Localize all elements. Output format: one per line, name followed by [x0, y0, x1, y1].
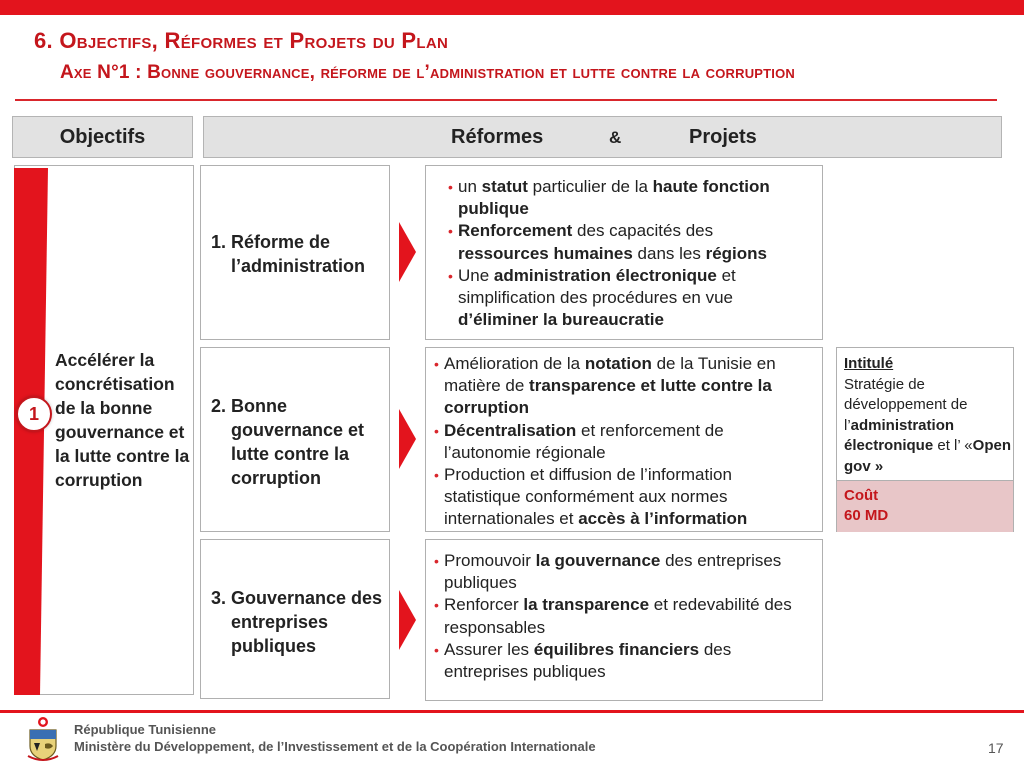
arrow-icon [399, 590, 416, 650]
projects-list [434, 353, 806, 531]
column-header-objectifs: Objectifs [12, 116, 193, 158]
page-subtitle: Axe N°1 : Bonne gouvernance, réforme de l’administration et lutte contre la corruption [60, 62, 796, 83]
bullet-icon: • [434, 356, 439, 372]
project-item: • Production et diffusion de l’information statistique conformément aux normes internationales et accès à l’information [434, 465, 748, 529]
project-item: • Amélioration de la notation de la Tunisie en matière de transparence et lutte contre la corruption [434, 354, 776, 418]
reform-label: Réforme de l’administration [231, 232, 366, 276]
project-title-text: Stratégie de développement de l’administration électronique et l’ «Open gov » [844, 375, 1011, 475]
project-cost-block [837, 480, 1013, 532]
header-reformes-label: Réformes [451, 126, 544, 148]
objective-text: Accélérer la concrétisation de la bonne gouvernance et la lutte contre la corruption [55, 350, 190, 490]
project-title-label: Intitulé [844, 355, 894, 372]
project-cost [844, 486, 888, 526]
footer-divider [0, 710, 1024, 713]
project-item: • Assurer les équilibres financiers des entreprises publiques [434, 639, 732, 682]
top-accent-bar [0, 0, 1024, 15]
bullet-icon: • [434, 553, 439, 569]
arrow-icon [399, 222, 416, 282]
reform-number: 2. [211, 396, 227, 416]
arrow-icon [399, 409, 416, 469]
project-item: • un statut particulier de la haute fonction publique [448, 177, 770, 219]
bullet-icon: • [434, 641, 439, 658]
reform-box-1 [200, 165, 390, 340]
projects-box-3 [425, 539, 823, 701]
header-ampersand: & [609, 128, 622, 147]
reform-label: Gouvernance des entreprises publiques [231, 588, 383, 656]
projects-box-1 [425, 165, 823, 340]
footer-ministry: Ministère du Développement, de l’Investissement et de la Coopération Internationale [74, 739, 596, 754]
reform-number: 3. [211, 588, 227, 608]
footer-country: République Tunisienne [74, 722, 217, 737]
project-item: • Décentralisation et renforcement de l’autonomie régionale [434, 420, 724, 462]
page-title: 6. Objectifs, Réformes et Projets du Plan [34, 28, 449, 53]
project-item: • Renforcement des capacités des ressources humaines dans les régions [448, 221, 767, 263]
column-header-reformes-projets [203, 116, 1002, 158]
project-item: • Une administration électronique et simplification des procédures en vue d’éliminer la bureaucratie [448, 265, 736, 330]
project-item: • Renforcer la transparence et redevabilité des responsables [434, 595, 792, 637]
reform-number: 1. [211, 232, 227, 252]
bullet-icon: • [448, 267, 453, 284]
tunisia-emblem-icon [26, 716, 60, 762]
project-item: • Promouvoir la gouvernance des entreprises publiques [434, 551, 782, 593]
cost-label: Coût [844, 487, 879, 504]
title-divider [15, 99, 997, 101]
project-title-block [844, 354, 1012, 477]
bullet-icon: • [434, 422, 439, 439]
header-projets-label: Projets [689, 126, 757, 148]
page-number: 17 [988, 740, 1004, 756]
reform-box-2 [200, 347, 390, 532]
reform-label: Bonne gouvernance et lutte contre la corruption [231, 396, 365, 488]
projects-list [434, 550, 806, 683]
project-side-panel [836, 347, 1014, 532]
bullet-icon: • [434, 597, 439, 614]
projects-list [448, 176, 804, 331]
projects-box-2 [425, 347, 823, 532]
bullet-icon: • [434, 467, 439, 484]
bullet-icon: • [448, 179, 453, 195]
reform-box-3 [200, 539, 390, 699]
bullet-icon: • [448, 223, 453, 240]
cost-value: 60 MD [844, 507, 889, 524]
objective-number-badge: 1 [16, 396, 52, 432]
